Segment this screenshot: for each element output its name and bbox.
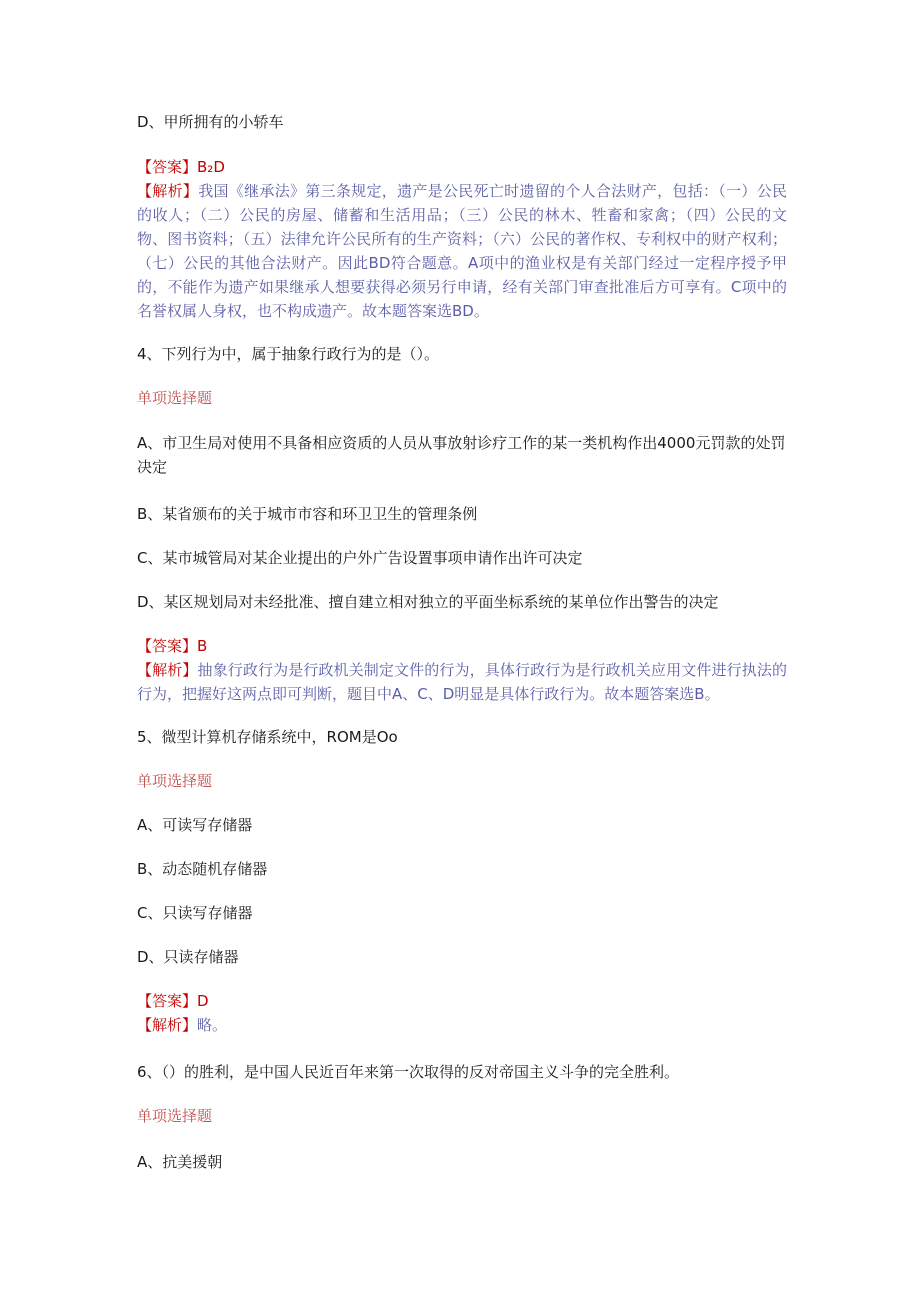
answer-tag: 【答案】: [137, 637, 198, 655]
explanation-text: 我国《继承法》第三条规定，遗产是公民死亡时遗留的个人合法财产，包括：（一）公民的收人；（二）公民的房屋、储蓄和生活用品；（三）公民的林木、牲畜和家禽；（四）公民的文物、图书资料；（五）法律允许公民所有的生产资料；（六）公民的著作权、专利权中的财产权利；（七）公民的其他合法财产。因此BD符合题意。A项中的渔业权是有关部门经过一定程序授予甲的，不能作为遗产如果继承人想要获得必须另行申请，经有关部门审查批准后方可享有。C项中的名誉权属人身权，也不构成遗产。故本题答案选BD。: [137, 182, 787, 320]
q5-stem: 5、微型计算机存储系统中，ROM是Oo: [137, 728, 398, 746]
q4-answer: [137, 634, 787, 658]
q4-option-c: C、某市城管局对某企业提出的户外广告设置事项申请作出许可决定: [137, 549, 583, 567]
answer-tag: 【答案】: [137, 158, 198, 176]
q4-option-a: A、市卫生局对使用不具备相应资质的人员从事放射诊疗工作的某一类机构作出4000元罚款的处罚决定: [137, 434, 786, 476]
q4-explanation: [137, 658, 787, 706]
explanation-text: 略。: [197, 1016, 228, 1034]
explanation-tag: 【解析】: [137, 182, 199, 200]
q5-answer: [137, 989, 787, 1013]
q5-explanation: [137, 1013, 787, 1037]
q4-option-b: B、某省颁布的关于城市市容和环卫卫生的管理条例: [137, 505, 478, 523]
answer-value: B₂D: [197, 158, 225, 176]
q4-option-d: D、某区规划局对未经批准、擅自建立相对独立的平面坐标系统的某单位作出警告的决定: [137, 593, 719, 611]
q5-type: 单项选择题: [137, 772, 213, 790]
answer-value: D: [197, 992, 209, 1010]
q4-stem: 4、下列行为中，属于抽象行政行为的是（）。: [137, 345, 440, 363]
answer-tag: 【答案】: [137, 992, 198, 1010]
explanation-text: 抽象行政行为是行政机关制定文件的行为，具体行政行为是行政机关应用文件进行执法的行为，把握好这两点即可判断，题目中A、C、D明显是具体行政行为。故本题答案选B。: [137, 661, 787, 703]
q3-explanation: [137, 179, 787, 323]
q3-option-d: D、甲所拥有的小轿车: [137, 113, 284, 131]
q5-option-d: D、只读存储器: [137, 948, 239, 966]
q4-type: 单项选择题: [137, 389, 213, 407]
q6-stem: 6、（）的胜利，是中国人民近百年来第一次取得的反对帝国主义斗争的完全胜利。: [137, 1063, 680, 1081]
answer-value: B: [197, 637, 208, 655]
q6-option-a: A、抗美援朝: [137, 1153, 223, 1171]
q5-option-b: B、动态随机存储器: [137, 860, 268, 878]
explanation-tag: 【解析】: [137, 1016, 198, 1034]
q3-answer: [137, 155, 787, 179]
q5-option-a: A、可读写存储器: [137, 816, 253, 834]
explanation-tag: 【解析】: [137, 661, 198, 679]
q6-type: 单项选择题: [137, 1107, 213, 1125]
q5-option-c: C、只读写存储器: [137, 904, 253, 922]
